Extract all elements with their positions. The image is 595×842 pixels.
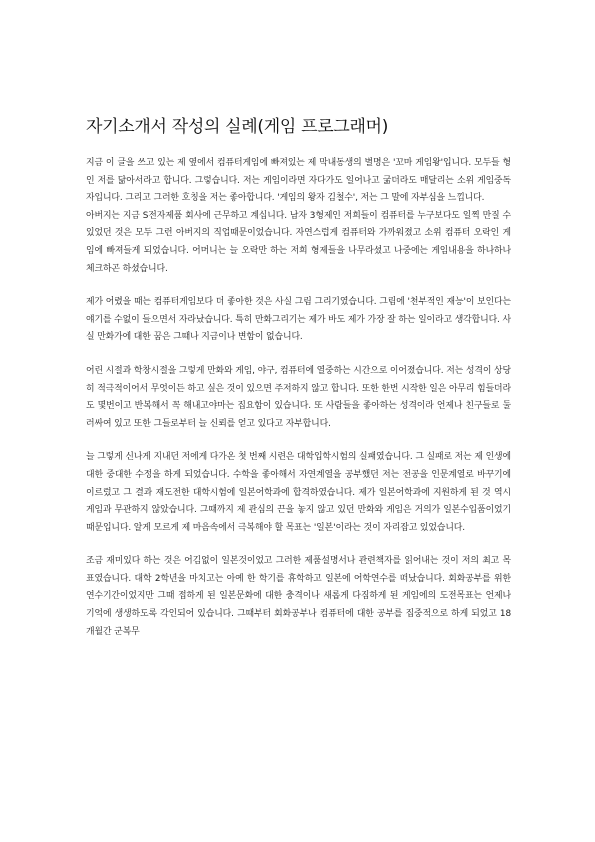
paragraph-1 [86,155,511,278]
paragraph-text: 지금 이 글을 쓰고 있는 제 옆에서 컴퓨터게임에 빠져있는 제 막내동생의 별명은 '꼬마 게임왕'입니다. 모두들 형인 저를 닮아서라고 합니다. 그렇습니다. 저는 게임이라면 자다가도 일어나고 굶더라도 매달리는 소위 게임중독자입니다. 그리고 그러한 호칭을 저는 좋아합니다. '게임의 왕자 김철수', 저는 그 말에 자부심을 느낍니다. [86,158,511,204]
paragraph-5 [86,553,511,641]
paragraph-4 [86,449,511,537]
paragraph-text: 아버지는 지금 S전자제품 회사에 근무하고 계십니다. 남자 3형제인 저희들이 컴퓨터를 누구보다도 일찍 만질 수 있었던 것은 모두 그런 아버지의 직업때문이었습니다. 자연스럽게 컴퓨터와 가까워졌고 소위 컴퓨터 오락인 게임에 빠져들게 되었습니다. 어머니는 늘 오락만 하는 저희 형제들을 나무라셨고 나중에는 게임내용을 하나하나 체크하곤 하셨습니다. [86,210,511,274]
paragraph-text: 어린 시절과 학창시절을 그렇게 만화와 게임, 야구, 컴퓨터에 열중하는 시간으로 이어졌습니다. 저는 성격이 상당히 적극적이어서 무엇이든 하고 싶은 것이 있으면 주저하지 않고 합니다. 또한 한번 시작한 일은 아무리 힘들더라도 몇번이고 반복해서 꼭 해내고야마는 집요함이 있습니다. 또 사람들을 좋아하는 성격이라 언제나 친구들로 둘러싸여 있고 또한 그들로부터 늘 신뢰를 얻고 있다고 자부합니다. [86,365,511,429]
document-body [86,155,511,657]
paragraph-3 [86,363,511,433]
paragraph-text: 늘 그렇게 신나게 지내던 저에게 다가온 첫 번째 시련은 대학입학시험의 실패였습니다. 그 실패로 저는 제 인생에 대한 중대한 수정을 하게 되었습니다. 수학을 좋아해서 자연계열을 공부했던 저는 전공을 인문계열로 바꾸기에 이르렀고 그 결과 재도전한 대학시험에 일본어학과에 합격하였습니다. 제가 일본어학과에 지원하게 된 것 역시 게임과 무관하지 않았습니다. 그때까지 제 관심의 끈을 놓지 않고 있던 만화와 게임은 거의가 일본수입품이었기 때문입니다. 알게 모르게 제 마음속에서 극복해야 할 목표는 '일본'이라는 것이 자리잡고 있었습니다. [86,452,511,533]
document-title: 자기소개서 작성의 실례(게임 프로그래머) [86,117,389,137]
paragraph-2 [86,294,511,347]
paragraph-text: 조금 재미있다 하는 것은 어김없이 일본것이었고 그러한 제품설명서나 관련책자를 읽어내는 것이 저의 최고 목표였습니다. 대학 2학년을 마치고는 아예 한 학기를 휴학하고 일본에 어학연수를 떠났습니다. 회화공부를 위한 연수기간이었지만 그때 접하게 된 일본문화에 대한 충격이나 새롭게 다짐하게 된 게임에의 도전목표는 언제나 기억에 생생하도록 각인되어 있습니다. 그때부터 회화공부나 컴퓨터에 대한 공부를 집중적으로 하게 되었고 18개월간 군복무 [86,556,511,637]
paragraph-text: 제가 어렸을 때는 컴퓨터게임보다 더 좋아한 것은 사실 그림 그리기였습니다. 그림에 '천부적인 재능'이 보인다는 얘기를 수없이 들으면서 자라났습니다. 특히 만화그리기는 제가 바도 제가 가장 잘 하는 일이라고 생각합니다. 사실 만화가에 대한 꿈은 그때나 지금이나 변함이 없습니다. [86,297,511,343]
